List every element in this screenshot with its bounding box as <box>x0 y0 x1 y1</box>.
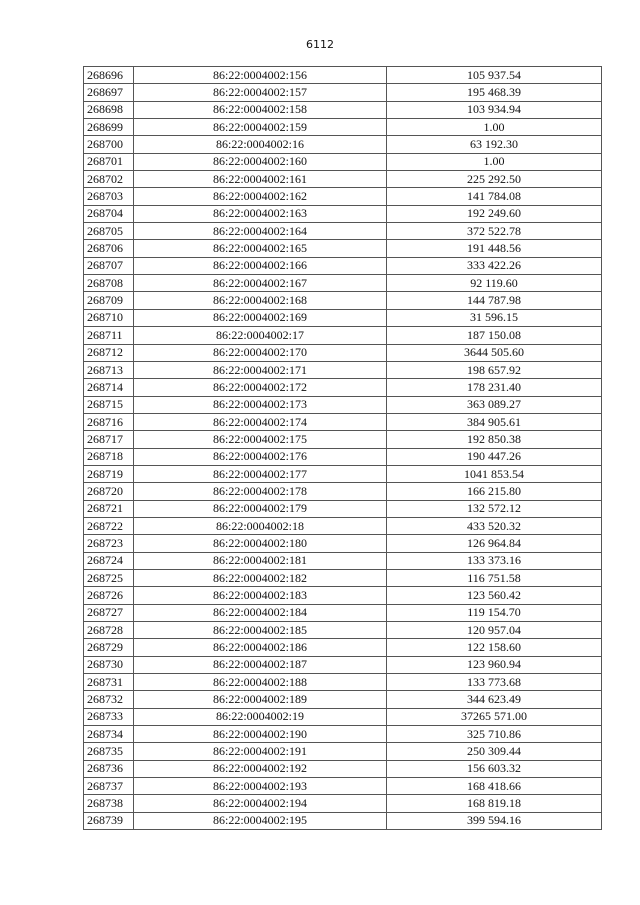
value-cell: 178 231.40 <box>387 379 602 396</box>
record-number-cell: 268729 <box>84 639 134 656</box>
value-cell: 250 309.44 <box>387 743 602 760</box>
value-cell: 399 594.16 <box>387 812 602 829</box>
record-number-cell: 268698 <box>84 101 134 118</box>
cadastral-number-cell: 86:22:0004002:169 <box>134 309 387 326</box>
value-cell: 325 710.86 <box>387 726 602 743</box>
record-number-cell: 268736 <box>84 760 134 777</box>
table-row <box>84 483 602 500</box>
record-number-cell: 268699 <box>84 119 134 136</box>
table-row <box>84 500 602 517</box>
value-cell: 103 934.94 <box>387 101 602 118</box>
table-row <box>84 465 602 482</box>
record-number-cell: 268731 <box>84 674 134 691</box>
record-number-cell: 268717 <box>84 431 134 448</box>
cadastral-number-cell: 86:22:0004002:180 <box>134 535 387 552</box>
record-number-cell: 268718 <box>84 448 134 465</box>
record-number-cell: 268707 <box>84 257 134 274</box>
table-row <box>84 812 602 829</box>
cadastral-number-cell: 86:22:0004002:187 <box>134 656 387 673</box>
value-cell: 123 960.94 <box>387 656 602 673</box>
cadastral-number-cell: 86:22:0004002:188 <box>134 674 387 691</box>
value-cell: 344 623.49 <box>387 691 602 708</box>
record-number-cell: 268719 <box>84 465 134 482</box>
cadastral-number-cell: 86:22:0004002:174 <box>134 413 387 430</box>
value-cell: 123 560.42 <box>387 587 602 604</box>
value-cell: 141 784.08 <box>387 188 602 205</box>
cadastral-number-cell: 86:22:0004002:164 <box>134 223 387 240</box>
cadastral-number-cell: 86:22:0004002:186 <box>134 639 387 656</box>
table-row <box>84 171 602 188</box>
table-row <box>84 535 602 552</box>
value-cell: 191 448.56 <box>387 240 602 257</box>
table-row <box>84 205 602 222</box>
value-cell: 37265 571.00 <box>387 708 602 725</box>
cadastral-number-cell: 86:22:0004002:193 <box>134 778 387 795</box>
table-row <box>84 743 602 760</box>
cadastral-number-cell: 86:22:0004002:171 <box>134 361 387 378</box>
table-row <box>84 257 602 274</box>
cadastral-number-cell: 86:22:0004002:182 <box>134 569 387 586</box>
cadastral-number-cell: 86:22:0004002:19 <box>134 708 387 725</box>
table-row <box>84 448 602 465</box>
table-row <box>84 67 602 84</box>
record-number-cell: 268714 <box>84 379 134 396</box>
record-number-cell: 268732 <box>84 691 134 708</box>
record-number-cell: 268737 <box>84 778 134 795</box>
record-number-cell: 268716 <box>84 413 134 430</box>
value-cell: 372 522.78 <box>387 223 602 240</box>
table-row <box>84 136 602 153</box>
value-cell: 166 215.80 <box>387 483 602 500</box>
value-cell: 1.00 <box>387 153 602 170</box>
record-number-cell: 268706 <box>84 240 134 257</box>
cadastral-number-cell: 86:22:0004002:17 <box>134 327 387 344</box>
record-number-cell: 268733 <box>84 708 134 725</box>
record-number-cell: 268734 <box>84 726 134 743</box>
table-row <box>84 396 602 413</box>
cadastral-number-cell: 86:22:0004002:184 <box>134 604 387 621</box>
cadastral-number-cell: 86:22:0004002:166 <box>134 257 387 274</box>
value-cell: 120 957.04 <box>387 622 602 639</box>
cadastral-number-cell: 86:22:0004002:189 <box>134 691 387 708</box>
cadastral-number-cell: 86:22:0004002:183 <box>134 587 387 604</box>
value-cell: 168 418.66 <box>387 778 602 795</box>
value-cell: 105 937.54 <box>387 67 602 84</box>
value-cell: 168 819.18 <box>387 795 602 812</box>
value-cell: 333 422.26 <box>387 257 602 274</box>
record-number-cell: 268713 <box>84 361 134 378</box>
record-number-cell: 268705 <box>84 223 134 240</box>
cadastral-number-cell: 86:22:0004002:159 <box>134 119 387 136</box>
value-cell: 192 850.38 <box>387 431 602 448</box>
value-cell: 198 657.92 <box>387 361 602 378</box>
table-row <box>84 760 602 777</box>
value-cell: 384 905.61 <box>387 413 602 430</box>
table-row <box>84 639 602 656</box>
cadastral-number-cell: 86:22:0004002:181 <box>134 552 387 569</box>
records-table <box>83 66 602 830</box>
cadastral-number-cell: 86:22:0004002:172 <box>134 379 387 396</box>
cadastral-number-cell: 86:22:0004002:176 <box>134 448 387 465</box>
value-cell: 190 447.26 <box>387 448 602 465</box>
value-cell: 192 249.60 <box>387 205 602 222</box>
cadastral-number-cell: 86:22:0004002:170 <box>134 344 387 361</box>
table-row <box>84 431 602 448</box>
table-row <box>84 656 602 673</box>
cadastral-number-cell: 86:22:0004002:190 <box>134 726 387 743</box>
record-number-cell: 268739 <box>84 812 134 829</box>
cadastral-number-cell: 86:22:0004002:195 <box>134 812 387 829</box>
record-number-cell: 268701 <box>84 153 134 170</box>
record-number-cell: 268710 <box>84 309 134 326</box>
table-row <box>84 552 602 569</box>
record-number-cell: 268704 <box>84 205 134 222</box>
record-number-cell: 268708 <box>84 275 134 292</box>
records-table-body <box>84 67 602 830</box>
record-number-cell: 268715 <box>84 396 134 413</box>
cadastral-number-cell: 86:22:0004002:18 <box>134 517 387 534</box>
cadastral-number-cell: 86:22:0004002:158 <box>134 101 387 118</box>
table-row <box>84 84 602 101</box>
cadastral-number-cell: 86:22:0004002:167 <box>134 275 387 292</box>
record-number-cell: 268730 <box>84 656 134 673</box>
table-row <box>84 379 602 396</box>
cadastral-number-cell: 86:22:0004002:162 <box>134 188 387 205</box>
page-number: 6112 <box>306 38 334 51</box>
table-row <box>84 344 602 361</box>
value-cell: 31 596.15 <box>387 309 602 326</box>
table-row <box>84 587 602 604</box>
cadastral-number-cell: 86:22:0004002:175 <box>134 431 387 448</box>
record-number-cell: 268720 <box>84 483 134 500</box>
record-number-cell: 268722 <box>84 517 134 534</box>
record-number-cell: 268728 <box>84 622 134 639</box>
value-cell: 92 119.60 <box>387 275 602 292</box>
record-number-cell: 268703 <box>84 188 134 205</box>
record-number-cell: 268696 <box>84 67 134 84</box>
value-cell: 1.00 <box>387 119 602 136</box>
cadastral-number-cell: 86:22:0004002:165 <box>134 240 387 257</box>
value-cell: 63 192.30 <box>387 136 602 153</box>
value-cell: 126 964.84 <box>387 535 602 552</box>
record-number-cell: 268697 <box>84 84 134 101</box>
record-number-cell: 268712 <box>84 344 134 361</box>
record-number-cell: 268711 <box>84 327 134 344</box>
cadastral-number-cell: 86:22:0004002:161 <box>134 171 387 188</box>
table-row <box>84 604 602 621</box>
value-cell: 119 154.70 <box>387 604 602 621</box>
table-row <box>84 101 602 118</box>
table-row <box>84 240 602 257</box>
cadastral-number-cell: 86:22:0004002:185 <box>134 622 387 639</box>
table-row <box>84 691 602 708</box>
value-cell: 132 572.12 <box>387 500 602 517</box>
cadastral-number-cell: 86:22:0004002:194 <box>134 795 387 812</box>
table-row <box>84 674 602 691</box>
cadastral-number-cell: 86:22:0004002:156 <box>134 67 387 84</box>
table-row <box>84 413 602 430</box>
table-row <box>84 778 602 795</box>
cadastral-number-cell: 86:22:0004002:168 <box>134 292 387 309</box>
record-number-cell: 268723 <box>84 535 134 552</box>
value-cell: 225 292.50 <box>387 171 602 188</box>
table-row <box>84 119 602 136</box>
cadastral-number-cell: 86:22:0004002:16 <box>134 136 387 153</box>
cadastral-number-cell: 86:22:0004002:160 <box>134 153 387 170</box>
record-number-cell: 268724 <box>84 552 134 569</box>
value-cell: 187 150.08 <box>387 327 602 344</box>
cadastral-number-cell: 86:22:0004002:163 <box>134 205 387 222</box>
record-number-cell: 268709 <box>84 292 134 309</box>
table-row <box>84 517 602 534</box>
value-cell: 133 373.16 <box>387 552 602 569</box>
value-cell: 195 468.39 <box>387 84 602 101</box>
cadastral-number-cell: 86:22:0004002:178 <box>134 483 387 500</box>
value-cell: 156 603.32 <box>387 760 602 777</box>
table-row <box>84 569 602 586</box>
cadastral-number-cell: 86:22:0004002:177 <box>134 465 387 482</box>
record-number-cell: 268735 <box>84 743 134 760</box>
cadastral-number-cell: 86:22:0004002:157 <box>134 84 387 101</box>
table-row <box>84 153 602 170</box>
cadastral-number-cell: 86:22:0004002:191 <box>134 743 387 760</box>
value-cell: 122 158.60 <box>387 639 602 656</box>
cadastral-number-cell: 86:22:0004002:173 <box>134 396 387 413</box>
table-row <box>84 188 602 205</box>
record-number-cell: 268738 <box>84 795 134 812</box>
value-cell: 133 773.68 <box>387 674 602 691</box>
record-number-cell: 268700 <box>84 136 134 153</box>
value-cell: 1041 853.54 <box>387 465 602 482</box>
table-row <box>84 327 602 344</box>
table-row <box>84 708 602 725</box>
table-row <box>84 292 602 309</box>
value-cell: 116 751.58 <box>387 569 602 586</box>
table-row <box>84 275 602 292</box>
table-row <box>84 726 602 743</box>
record-number-cell: 268726 <box>84 587 134 604</box>
table-row <box>84 795 602 812</box>
record-number-cell: 268702 <box>84 171 134 188</box>
record-number-cell: 268721 <box>84 500 134 517</box>
record-number-cell: 268727 <box>84 604 134 621</box>
table-row <box>84 622 602 639</box>
table-row <box>84 223 602 240</box>
table-row <box>84 309 602 326</box>
value-cell: 433 520.32 <box>387 517 602 534</box>
cadastral-number-cell: 86:22:0004002:192 <box>134 760 387 777</box>
value-cell: 144 787.98 <box>387 292 602 309</box>
table-row <box>84 361 602 378</box>
cadastral-number-cell: 86:22:0004002:179 <box>134 500 387 517</box>
value-cell: 3644 505.60 <box>387 344 602 361</box>
record-number-cell: 268725 <box>84 569 134 586</box>
value-cell: 363 089.27 <box>387 396 602 413</box>
